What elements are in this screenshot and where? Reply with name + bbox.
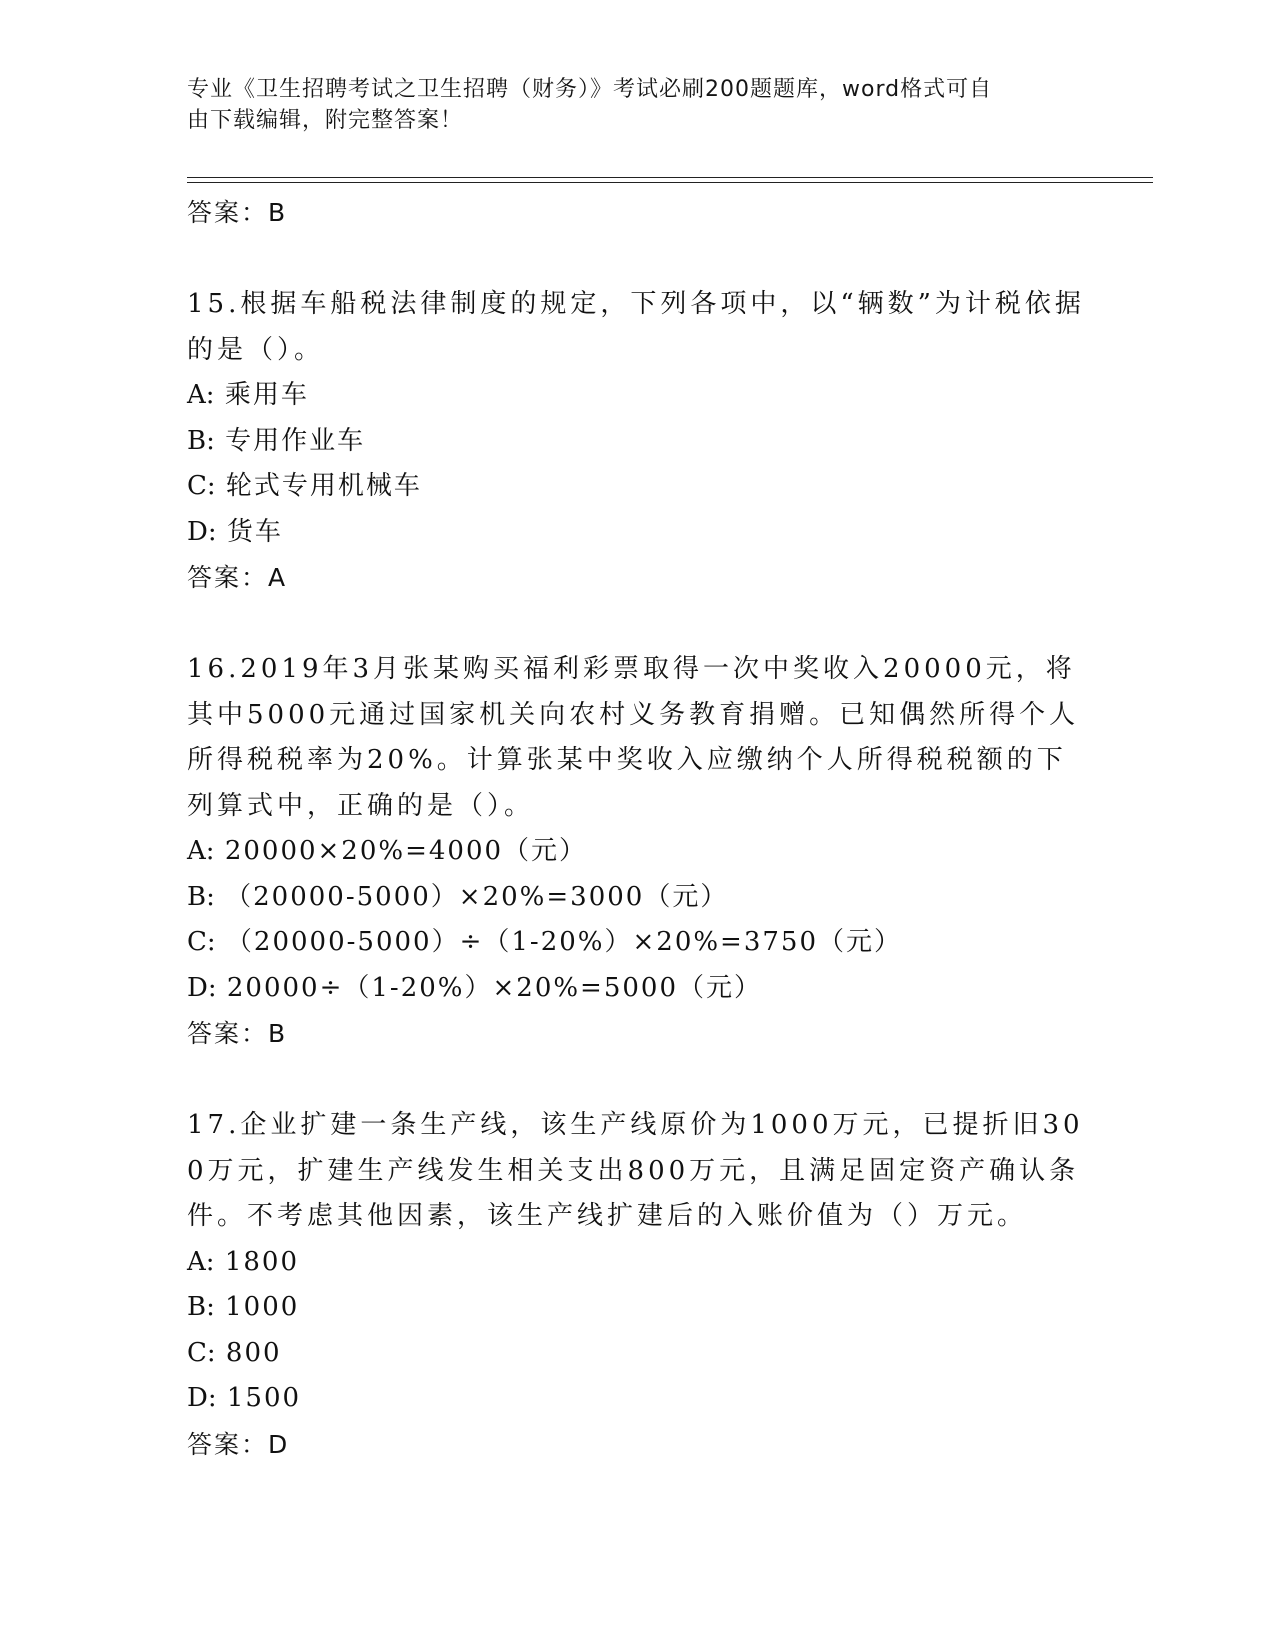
option-text: 20000×20%=4000（元）	[224, 836, 588, 866]
option-a	[187, 373, 1087, 419]
option-letter: A:	[187, 1246, 215, 1277]
option-text: 轮式专用机械车	[225, 471, 422, 501]
answer-value: A	[268, 563, 288, 592]
option-b	[187, 419, 1087, 465]
option-text: 1000	[225, 1292, 300, 1322]
option-d	[187, 966, 1087, 1012]
answer-label: 答案：	[187, 563, 269, 592]
option-d	[187, 510, 1087, 556]
spacer	[187, 601, 1087, 647]
question-block	[187, 282, 1087, 601]
question-text: 16.2019年3月张某购买福利彩票取得一次中奖收入20000元，将其中5000元通过国家机关向农村义务教育捐赠。已知偶然所得个人所得税税率为20%。计算张某中奖收入应缴纳个人所得税税额的下列算式中，正确的是（）。	[187, 654, 1080, 821]
option-b	[187, 1285, 1087, 1331]
option-letter: C:	[187, 471, 216, 501]
option-text: 800	[225, 1337, 282, 1368]
answer-line	[187, 1011, 1087, 1057]
option-letter: B:	[187, 1292, 215, 1322]
option-letter: B:	[187, 425, 215, 456]
option-letter: C:	[187, 1337, 216, 1368]
spacer	[187, 1057, 1087, 1103]
option-c	[187, 1331, 1087, 1377]
option-text: 货车	[226, 516, 283, 547]
option-text: 乘用车	[224, 380, 309, 410]
option-a	[187, 1240, 1087, 1286]
question-text: 15.根据车船税法律制度的规定，下列各项中，以“辆数”为计税依据的是（）。	[187, 289, 1085, 365]
option-letter: A:	[187, 836, 215, 866]
header-divider-bottom	[187, 182, 1153, 183]
header-line-2: 由下载编辑，附完整答案！	[187, 108, 464, 133]
option-text: （20000-5000）÷（1-20%）×20%=3750（元）	[225, 927, 903, 957]
option-text: （20000-5000）×20%=3000（元）	[225, 881, 729, 912]
option-letter: C:	[187, 927, 216, 957]
answer-line	[187, 190, 1087, 236]
answer-label: 答案：	[187, 1429, 269, 1459]
question-text: 17.企业扩建一条生产线，该生产线原价为1000万元，已提折旧300万元，扩建生产线发生相关支出800万元，且满足固定资产确认条件。不考虑其他因素，该生产线扩建后的入账价值为（）万元。	[187, 1110, 1084, 1231]
option-letter: B:	[187, 881, 215, 912]
option-text: 20000÷（1-20%）×20%=5000（元）	[226, 972, 763, 1003]
option-letter: A:	[187, 380, 215, 410]
option-c	[187, 464, 1087, 510]
answer-label: 答案：	[187, 198, 269, 227]
option-letter: D:	[187, 972, 217, 1003]
question-block	[187, 647, 1087, 1057]
answer-line	[187, 555, 1087, 601]
answer-value: B	[268, 198, 288, 227]
option-text: 1500	[226, 1383, 302, 1413]
spacer	[187, 236, 1087, 282]
question-block	[187, 1103, 1087, 1468]
option-text: 1800	[224, 1246, 299, 1277]
question-list	[187, 190, 1087, 1468]
answer-value: D	[268, 1429, 290, 1459]
header-divider-top	[187, 177, 1153, 178]
option-d	[187, 1376, 1087, 1422]
document-header	[187, 74, 1067, 136]
option-c	[187, 920, 1087, 966]
option-a	[187, 829, 1087, 875]
header-line-1: 专业《卫生招聘考试之卫生招聘（财务）》考试必刷200题题库，word格式可自	[187, 77, 993, 102]
option-text: 专用作业车	[225, 425, 366, 456]
answer-value: B	[268, 1019, 288, 1048]
option-b	[187, 875, 1087, 921]
option-letter: D:	[187, 516, 217, 547]
option-letter: D:	[187, 1383, 217, 1413]
answer-line	[187, 1422, 1087, 1468]
answer-label: 答案：	[187, 1019, 269, 1048]
